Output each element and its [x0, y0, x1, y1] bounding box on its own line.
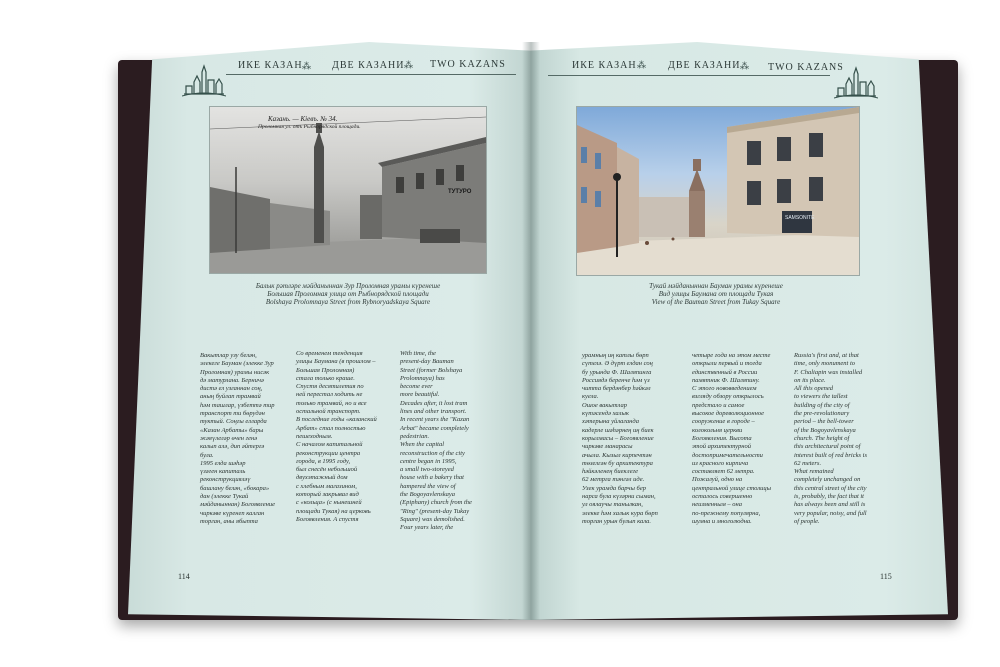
header-ornament: ⁂	[404, 61, 413, 71]
caption-english: View of the Bauman Street from Tukay Square	[651, 298, 781, 306]
caption-tatar: Тукай мәйданыннан Бауман урамы күренеше	[649, 282, 783, 290]
photo-shop-sign: ТУТУРО	[448, 189, 472, 195]
right-column-english: Russia's first and, at that time, only monument to F. Chaliapin was installed on its place. All this opened to viewers the tallest building of the city of the pre-revolutionary period – the bell-tower of the Bogoyavlenskaya church. The height of this architectural point of interest built of red bricks is 62 meters. What remained completely unchanged on this central street of the city is, probably, the fact that it has always been and still is very popular, noisy, and full of people.	[794, 352, 867, 525]
header-left-english: TWO KAZANS	[430, 59, 506, 70]
caption-russian: Вид улицы Баумана от площади Тукая	[658, 290, 774, 298]
header-ornament: ⁂	[637, 61, 646, 71]
right-column-russian: четыре года на этом месте открыли первый и тогда единственный в России памятник Ф. Шаляпину. С этого нововведением взгляду обзору открылось предстало и самое высокое дореволюционное сооружение в городе – колокольня церкви Богоявления. Высота этой архитектурной достопримечательности из красного кирпича составляет 62 метра. Пожалуй, одно на центральной улице столицы осталось совершенно неизменным – она по-прежнему популярна, шумна и многолюдна.	[692, 352, 771, 525]
right-column-tatar: урамның иң катлы бөрп сүтелә. Ә дүрт елдан соң бу урында Ф. Шаляпинга Россиядә беренче һәм үз читта бердәнбер һәйкәл куела. Ошое вакытлар күтәсендә халык хәтерына уйлаганда кадерле шәһәрнең иң биек корылмасы – Богоявление чиркәве манарасы ачыла. Кызыл кирпечтән төзелгән бу архитектура һәйкәленең биеклеге 62 метрга тәнгәл иде. Узек урамда барчы бер нарса була күзәрни сыман, ул оялаучы танылкан, элекке һәм халык кура бөрп торган урын булып кала.	[582, 352, 658, 525]
header-right-english: TWO KAZANS	[768, 62, 844, 73]
photo-shop-sign: SAMSONITE	[785, 215, 815, 221]
book-gutter	[522, 42, 540, 620]
header-rule-right	[548, 75, 830, 76]
right-photo-caption	[606, 282, 826, 306]
caption-english: Bolshaya Prolomnaya Street from Rybnoryadskaya Square	[265, 298, 431, 306]
left-column-russian: Со временем тенденция улицы Баумана (в прошлом – Большая Проломная) стала только краше. Спустя десятилетия по ней перестал ходить не только трамвай, но и все остальной транспорт. В последние годы «казанский Арбат» стал полностью пешеходным. С началом капитальной реконструкции центра города, в 1995 году, был снесён небольшой двухэтажный дом с хлебным магазином, который закрывал вид с «кольца» (с нынешней площади Тукая) на церковь Богоявления. А спустя	[296, 350, 377, 523]
modern-street-photo	[576, 106, 860, 276]
header-left-russian: ДВЕ КАЗАНИ	[332, 60, 405, 71]
left-column-english: With time, the present-day Bauman Street (former Bolshaya Prolomnaya) has become ever more beautiful. Decades after, it lost tram lines and other transport. In recent years the "Kazan Arbat" became completely pedestrian. When the capital reconstruction of the city centre began in 1995, a small two-storeyed house with a bakery that hampered the view of the Bogoyavlenskaya (Epiphany) church from the "Ring" (present-day Tukay Square) was demolished. Four years later, the	[400, 350, 472, 532]
historic-street-photo	[209, 106, 487, 274]
page-number-left: 114	[178, 572, 190, 581]
left-photo-caption	[233, 282, 463, 306]
photo-inscription-1: Казань. — Кіевъ. № 34.	[268, 115, 338, 123]
caption-russian: Большая Проломная улица от Рыбнорядской площади	[267, 290, 429, 298]
header-ornament: ⁂	[740, 62, 749, 72]
left-column-tatar: Вакытлар узу белән, элекеге Бауман (элекке Зур Проломная) урамы нисәк дә матурлана. Берничә дистә ел узганнан соң, аның буйлап трамвай һәм ташлар, үзбеттә тир транспорт ти бөрудән туктый. Соңгы елларда «Казан Арбаты» бары жәяүлеләр өчен генә калып алә, дип әйтергә була. 1995 елда шәһәр үзәген капиталь реконструкцияләү башлану белән, «бокара» дан (элекке Тукай мәйданыннан) Богоявление чиркәве күренеп калган торган, аны ябыпта	[200, 352, 276, 525]
caption-tatar: Балык рәтләре мәйданыннан Зур Проломная урамы күренеше	[255, 282, 441, 290]
header-ornament: ⁂	[302, 62, 311, 72]
photo-inscription-2: Проломная ул. отъ Рыбнорядской площади.	[258, 124, 361, 130]
kremlin-emblem-icon	[834, 66, 878, 100]
header-left-tatar: ИКЕ КАЗАН	[238, 60, 303, 71]
header-right-russian: ДВЕ КАЗАНИ	[668, 60, 741, 71]
kremlin-emblem-icon	[182, 64, 226, 98]
header-right-tatar: ИКЕ КАЗАН	[572, 60, 637, 71]
header-rule-left	[226, 74, 516, 75]
page-number-right: 115	[880, 572, 892, 581]
